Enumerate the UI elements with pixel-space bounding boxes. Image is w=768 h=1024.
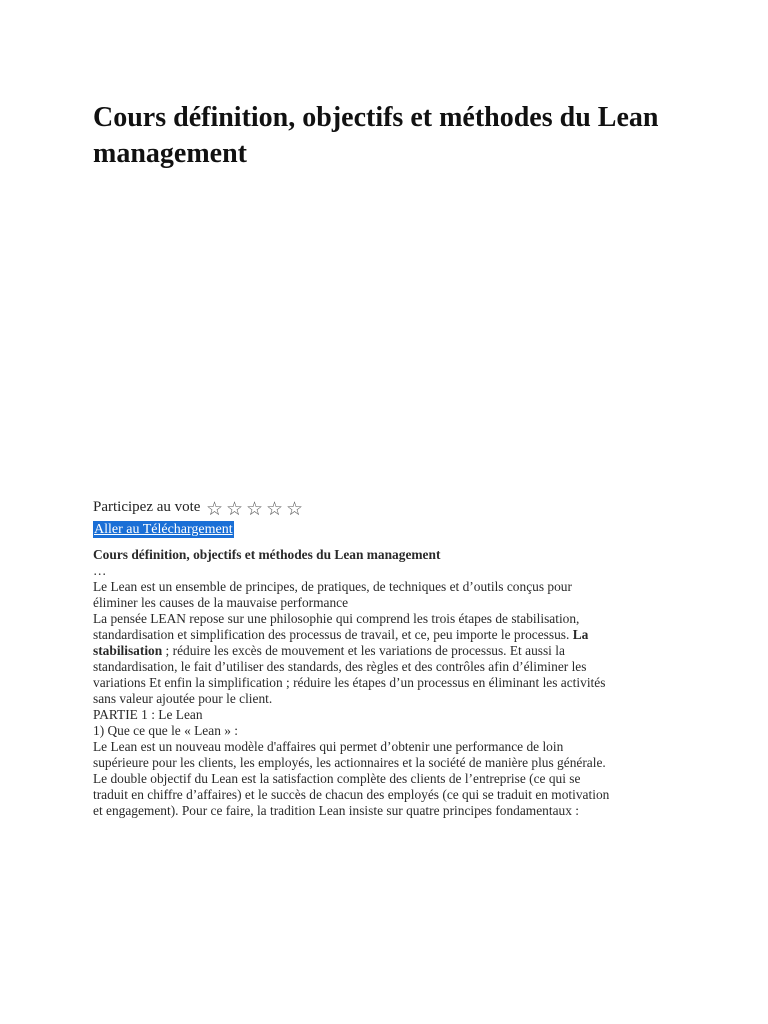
download-link[interactable]: Aller au Téléchargement xyxy=(94,522,233,537)
star-icon-2[interactable]: ☆ xyxy=(225,498,243,520)
star-icon-5[interactable]: ☆ xyxy=(285,498,303,520)
article-heading: Cours définition, objectifs et méthodes du Lean management xyxy=(93,547,441,562)
paragraph-line: La pensée LEAN repose sur une philosophie qui comprend les trois étapes de stabilisation, xyxy=(93,611,580,626)
paragraph-line: sans valeur ajoutée pour le client. xyxy=(93,691,273,706)
section-heading: PARTIE 1 : Le Lean xyxy=(93,707,203,722)
paragraph-line: traduit en chiffre d’affaires) et le succès de chacun des employés (ce qui se traduit en motivation xyxy=(93,787,610,802)
paragraph-line: et engagement). Pour ce faire, la tradition Lean insiste sur quatre principes fondamentaux : xyxy=(93,803,579,818)
star-icon-1[interactable]: ☆ xyxy=(205,498,223,520)
subsection-heading: 1) Que ce que le « Lean » : xyxy=(93,723,239,738)
paragraph-line xyxy=(93,643,683,659)
paragraph-text: ; réduire les excès de mouvement et les variations de processus. Et aussi la xyxy=(162,643,565,658)
bold-term: La xyxy=(572,627,589,642)
paragraph-line: supérieure pour les clients, les employés, les actionnaires et la société de manière plus générale. xyxy=(93,755,606,770)
paragraph-text: standardisation et simplification des processus de travail, et ce, peu importe le processus. xyxy=(93,627,570,642)
star-rating[interactable] xyxy=(204,500,304,519)
ellipsis: … xyxy=(93,563,107,578)
star-icon-4[interactable]: ☆ xyxy=(265,498,283,520)
vote-label: Participez au vote xyxy=(93,498,201,515)
page-title: Cours définition, objectifs et méthodes du Lean management xyxy=(93,102,659,169)
paragraph-line: variations Et enfin la simplification ; réduire les étapes d’un processus en éliminant les activités xyxy=(93,675,606,690)
paragraph-line: Le double objectif du Lean est la satisfaction complète des clients de l’entreprise (ce qui se xyxy=(93,771,581,786)
bold-term: stabilisation xyxy=(93,643,163,658)
paragraph-line: Le Lean est un ensemble de principes, de pratiques, de techniques et d’outils conçus pour xyxy=(93,579,572,594)
star-icon-3[interactable]: ☆ xyxy=(245,498,263,520)
paragraph-line: standardisation, le fait d’utiliser des standards, des règles et des contrôles afin d’éliminer les xyxy=(93,659,587,674)
article-body xyxy=(93,547,683,819)
vote-section xyxy=(93,494,304,519)
paragraph-line xyxy=(93,627,683,643)
paragraph-line: éliminer les causes de la mauvaise performance xyxy=(93,595,349,610)
paragraph-line: Le Lean est un nouveau modèle d'affaires qui permet d’obtenir une performance de loin xyxy=(93,739,564,754)
